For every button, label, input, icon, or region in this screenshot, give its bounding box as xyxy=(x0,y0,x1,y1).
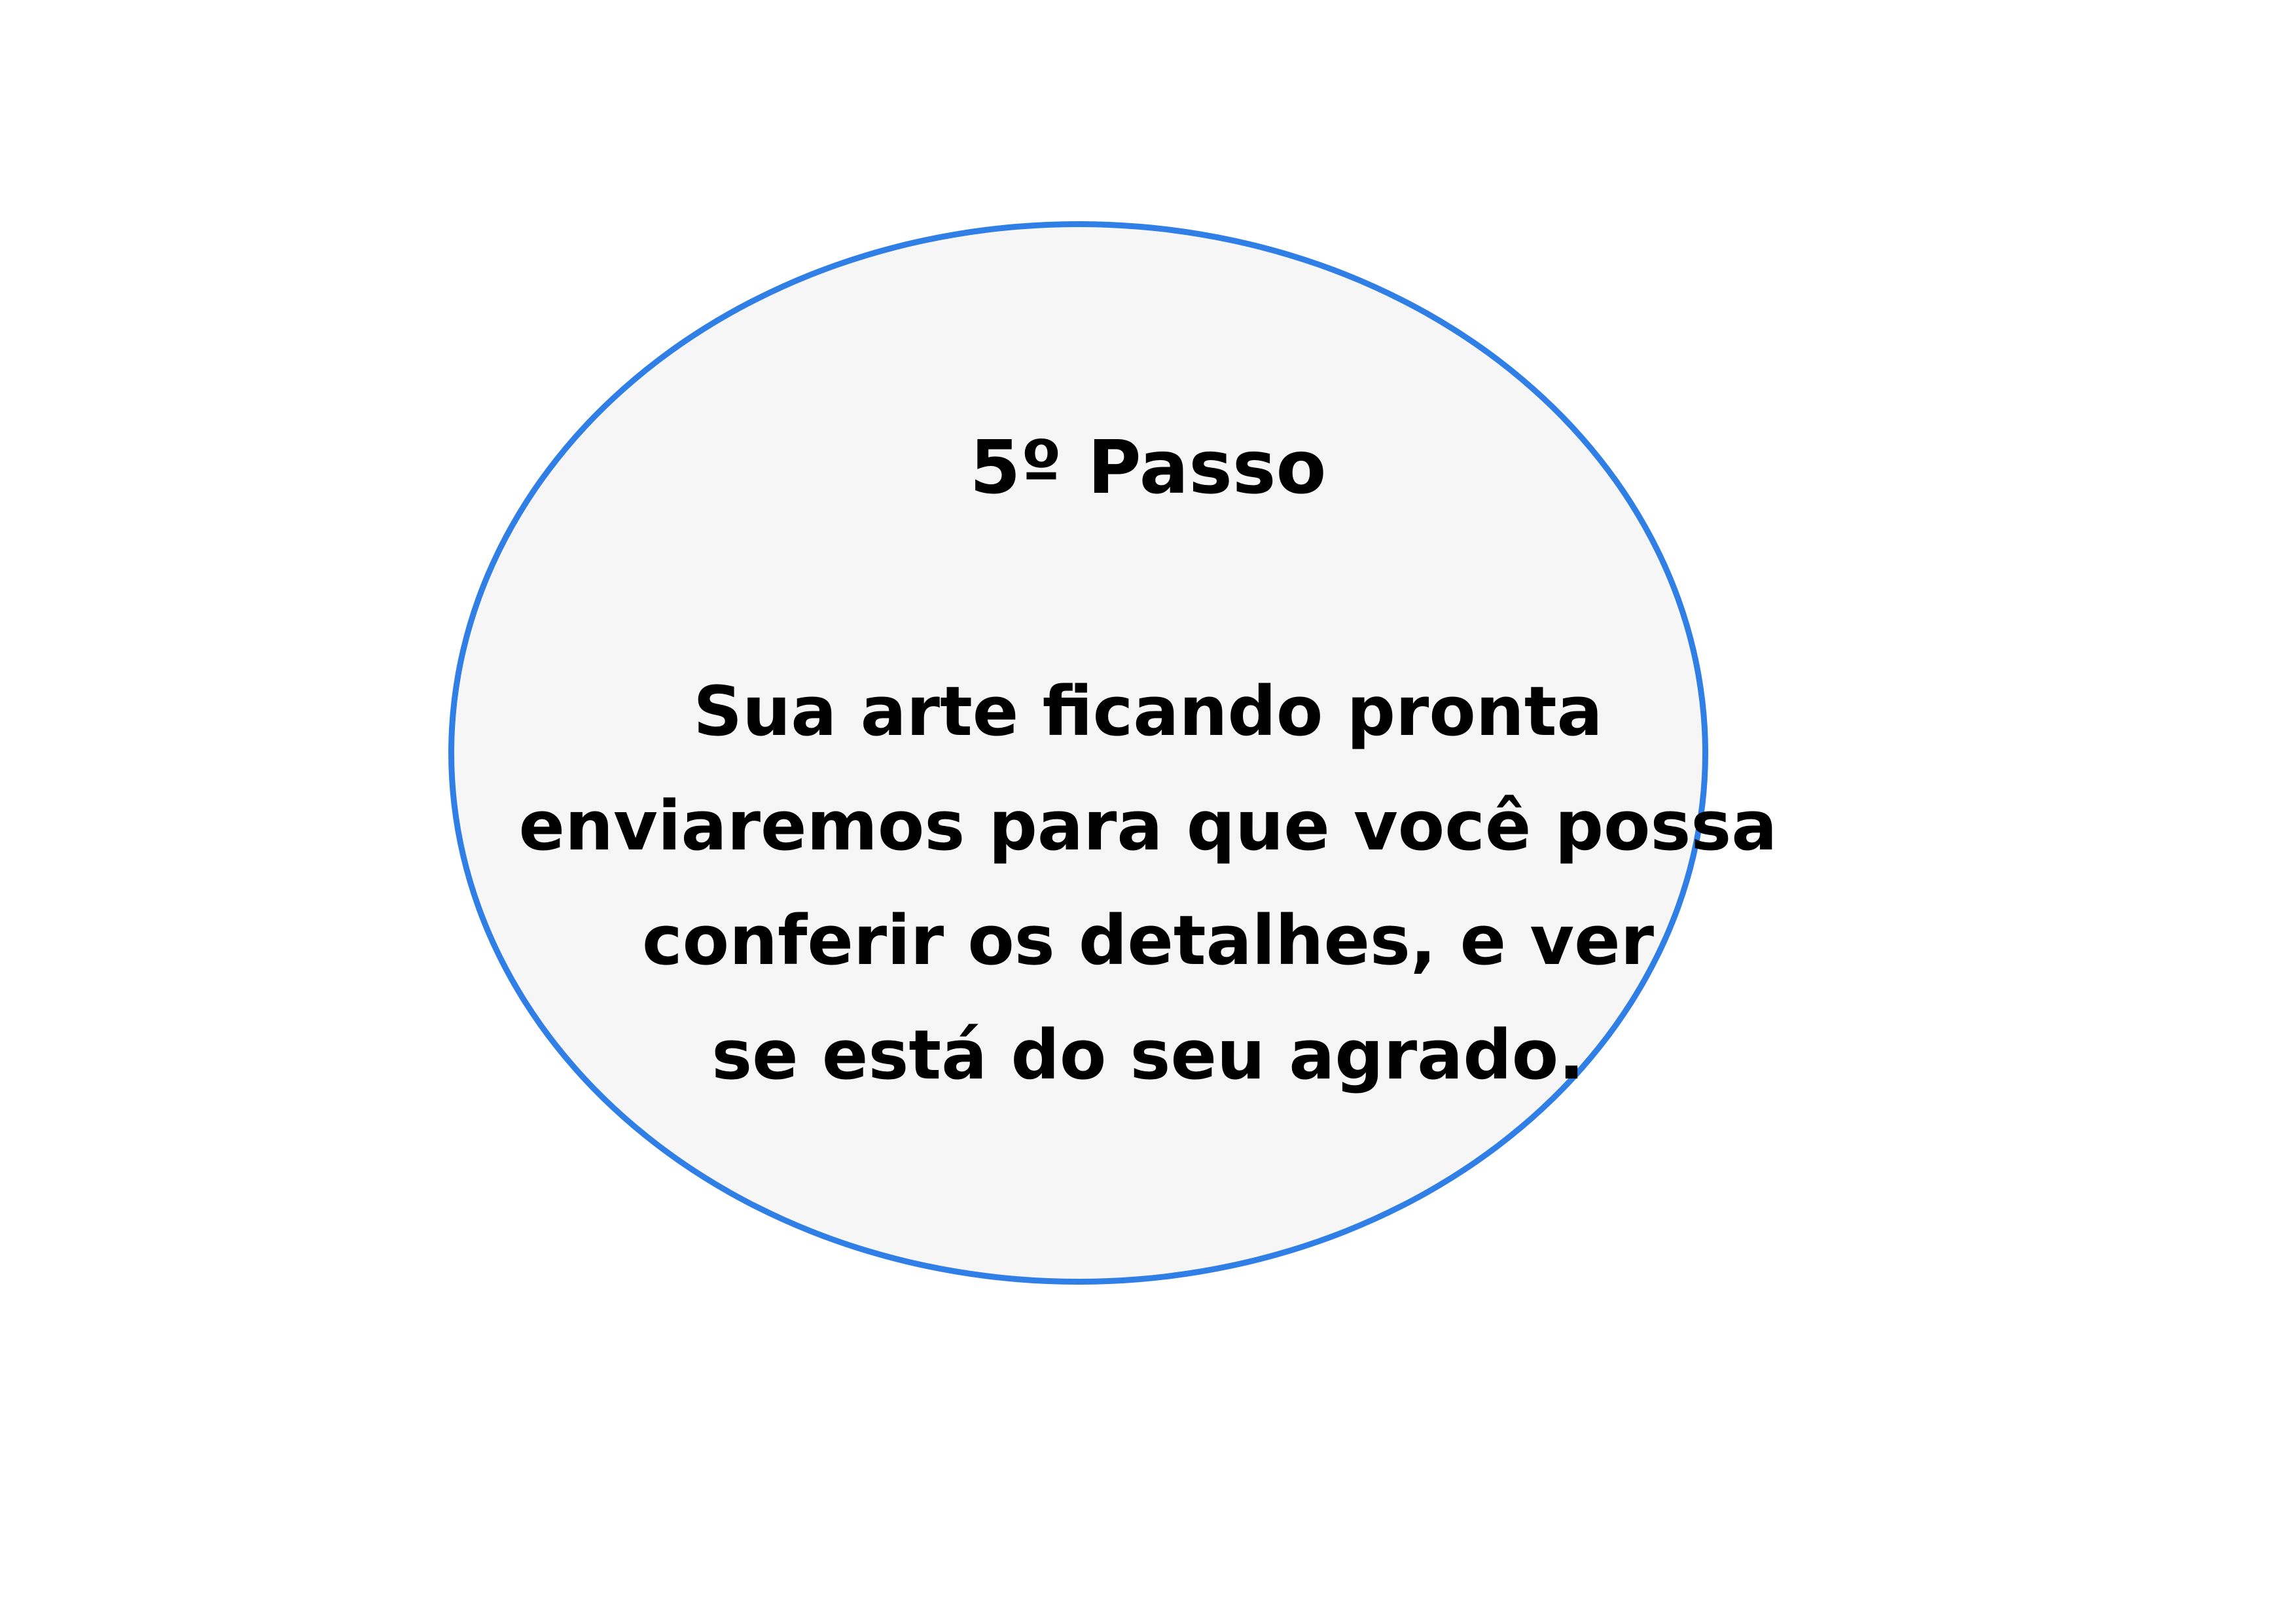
step-description xyxy=(0,654,2296,1113)
step-description-line: Sua arte ficando pronta xyxy=(693,671,1603,751)
step-description-line: enviaremos para que você possa xyxy=(518,786,1778,866)
step-description-line: se está do seu agrado. xyxy=(711,1015,1585,1095)
step-title: 5º Passo xyxy=(969,425,1327,510)
step-description-line: conferir os detalhes, e ver xyxy=(642,901,1654,980)
